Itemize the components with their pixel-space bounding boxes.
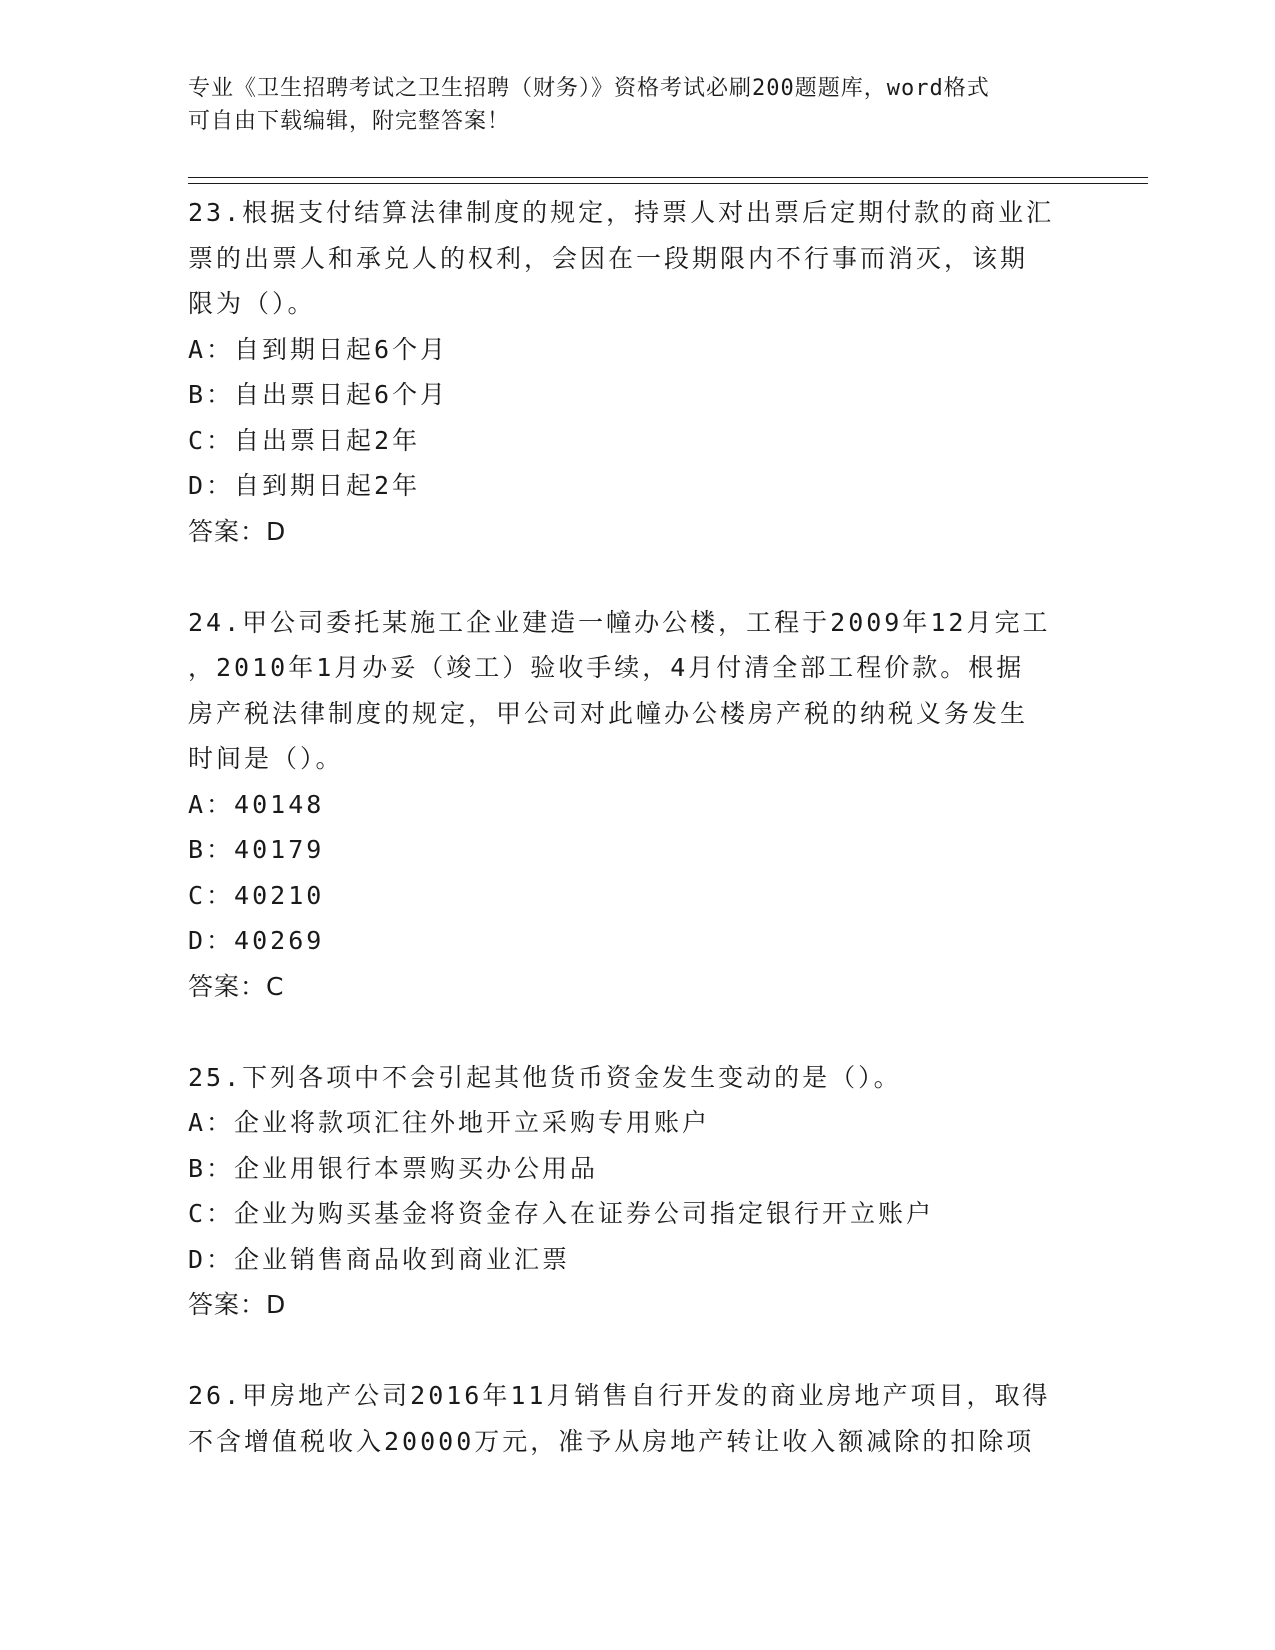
option-d: D：企业销售商品收到商业汇票 (188, 1244, 571, 1274)
question-stem-line: 26.甲房地产公司2016年11月销售自行开发的商业房地产项目，取得 (188, 1381, 1051, 1410)
question-block (188, 1055, 1088, 1328)
question-list (188, 190, 1088, 1464)
answer: 答案：D (188, 1290, 287, 1319)
question-stem-line: 23.根据支付结算法律制度的规定，持票人对出票后定期付款的商业汇 (188, 198, 1055, 227)
answer: 答案：D (188, 516, 287, 546)
option-b: B：企业用银行本票购买办公用品 (188, 1153, 599, 1183)
option-b: B：自出票日起6个月 (188, 380, 449, 409)
option-d: D：自到期日起2年 (188, 471, 421, 500)
question-stem-line: ，2010年1月办妥（竣工）验收手续，4月付清全部工程价款。根据 (188, 653, 1025, 682)
question-stem-line: 不含增值税收入20000万元，准予从房地产转让收入额减除的扣除项 (188, 1426, 1035, 1456)
option-a: A：自到期日起6个月 (188, 334, 449, 364)
question-stem-line: 时间是（）。 (188, 744, 344, 773)
question-stem-line: 25.下列各项中不会引起其他货币资金发生变动的是（）。 (188, 1062, 902, 1092)
question-stem-line: 24.甲公司委托某施工企业建造一幢办公楼，工程于2009年12月完工 (188, 607, 1051, 637)
question-stem-line: 房产税法律制度的规定，甲公司对此幢办公楼房产税的纳税义务发生 (188, 698, 1029, 728)
option-d: D：40269 (188, 926, 325, 955)
question-block (188, 600, 1088, 1010)
option-a: A：40148 (188, 789, 325, 819)
answer: 答案：C (188, 971, 285, 1001)
question-block (188, 1373, 1088, 1464)
header-divider (188, 177, 1148, 178)
header-line: 专业《卫生招聘考试之卫生招聘（财务）》资格考试必刷200题题库，word格式 (188, 76, 990, 101)
option-c: C：企业为购买基金将资金存入在证券公司指定银行开立账户 (188, 1199, 935, 1228)
question-stem-line: 限为（）。 (188, 289, 316, 318)
option-c: C：40210 (188, 880, 325, 910)
option-a: A：企业将款项汇往外地开立采购专用账户 (188, 1108, 711, 1137)
question-stem-line: 票的出票人和承兑人的权利，会因在一段期限内不行事而消灭，该期 (188, 243, 1029, 273)
option-c: C：自出票日起2年 (188, 425, 421, 455)
header-line: 可自由下载编辑，附完整答案！ (188, 109, 511, 134)
header-divider (188, 183, 1148, 184)
option-b: B：40179 (188, 835, 325, 864)
question-block (188, 190, 1088, 554)
document-header (188, 72, 1068, 138)
